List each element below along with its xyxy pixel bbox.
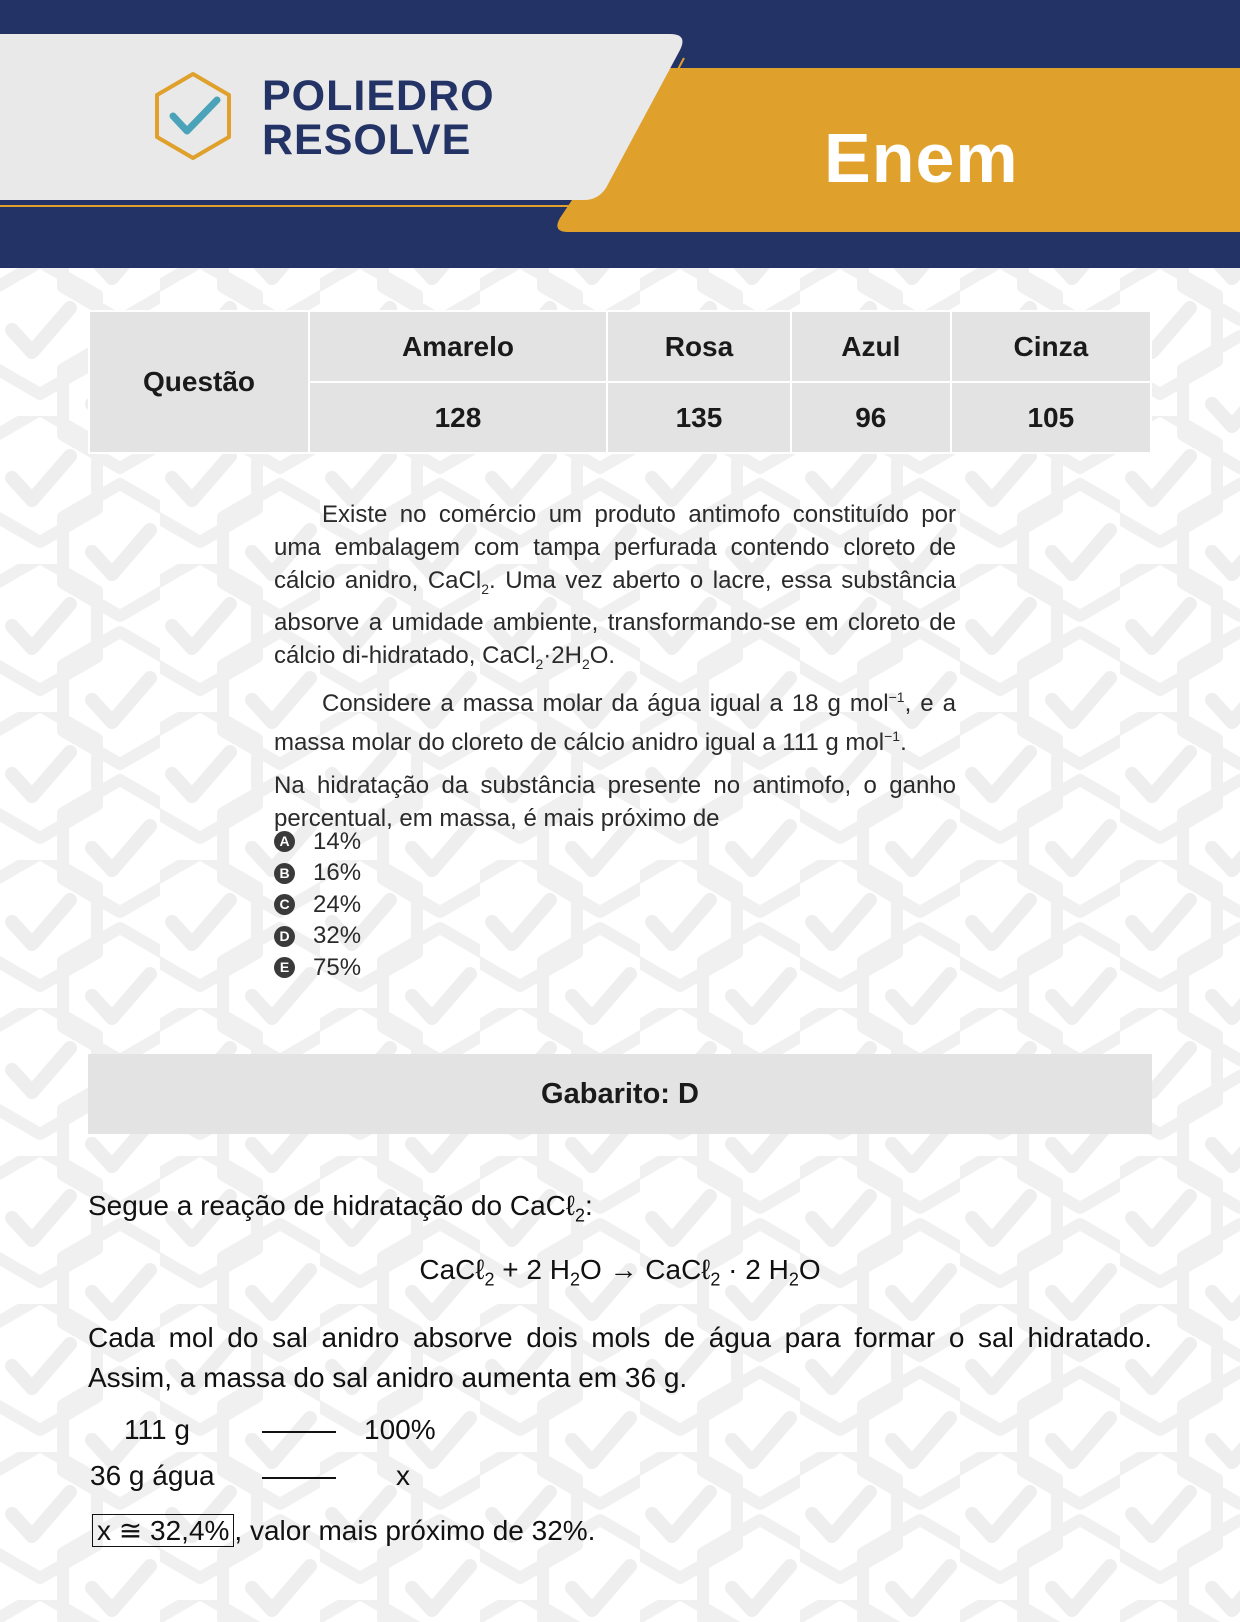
option-e xyxy=(274,952,361,984)
option-text: 14% xyxy=(313,827,362,855)
question-number-amarelo: 128 xyxy=(309,382,607,453)
subscript: 2 xyxy=(788,1269,799,1290)
exam-title: Enem xyxy=(824,119,1019,197)
option-a xyxy=(274,826,361,858)
reaction-equation xyxy=(0,1254,1240,1291)
solution-explanation: Cada mol do sal anidro absorve dois mols de água para formar o sal hidratado. Assim, a massa do sal anidro aumenta em 36 g. xyxy=(88,1322,1152,1393)
proportion-row1-right: 100% xyxy=(364,1414,436,1445)
text-segment: O → CaCℓ xyxy=(579,1254,711,1285)
subscript: 2 xyxy=(581,655,590,672)
header-banner xyxy=(0,0,1240,268)
question-number-cinza: 105 xyxy=(951,382,1151,453)
brand-logo-text xyxy=(262,74,495,162)
subscript: 2 xyxy=(535,655,544,672)
answer-key-banner: Gabarito: D xyxy=(88,1054,1152,1134)
proportion-dash xyxy=(262,1431,336,1433)
subscript: 2 xyxy=(710,1269,721,1290)
option-letter-badge: A xyxy=(274,831,295,852)
question-text xyxy=(274,498,956,835)
solution-intro xyxy=(88,1190,593,1227)
question-label: Questão xyxy=(89,311,309,453)
text-segment: O. xyxy=(589,641,616,669)
option-text: 16% xyxy=(313,859,362,887)
option-text: 32% xyxy=(313,922,362,950)
option-letter-badge: B xyxy=(274,863,295,884)
column-header-azul: Azul xyxy=(791,311,951,382)
column-header-cinza: Cinza xyxy=(951,311,1151,382)
text-segment: · 2 H xyxy=(720,1254,789,1285)
option-c xyxy=(274,889,361,921)
superscript: −1 xyxy=(884,727,901,744)
option-letter-badge: E xyxy=(274,957,295,978)
question-number-rosa: 135 xyxy=(607,382,791,453)
table-row xyxy=(89,311,1151,382)
subscript: 2 xyxy=(481,580,489,597)
text-segment: : xyxy=(584,1190,593,1221)
question-number-table xyxy=(88,310,1152,454)
option-text: 75% xyxy=(313,953,362,981)
text-segment: CaCℓ xyxy=(419,1254,485,1285)
proportion-row1-left: 111 g xyxy=(124,1414,190,1445)
option-d xyxy=(274,921,361,953)
text-segment: . xyxy=(900,728,907,756)
question-paragraph-1 xyxy=(274,498,956,681)
proportion-dash xyxy=(262,1477,336,1479)
question-prompt: Na hidratação da substância presente no antimofo, o ganho percentual, em massa, é mais próximo de xyxy=(274,771,956,832)
option-text: 24% xyxy=(313,890,362,918)
solution-result xyxy=(92,1514,595,1547)
brand-line-2: RESOLVE xyxy=(262,116,472,164)
text-segment: + 2 H xyxy=(494,1254,570,1285)
answer-options xyxy=(274,826,361,984)
subscript: 2 xyxy=(484,1269,495,1290)
question-paragraph-2 xyxy=(274,681,956,759)
proportion-row2-left: 36 g água xyxy=(90,1460,215,1491)
boxed-result: x ≅ 32,4% xyxy=(92,1514,234,1547)
result-text: , valor mais próximo de 32%. xyxy=(234,1515,596,1546)
column-header-amarelo: Amarelo xyxy=(309,311,607,382)
brand-line-1: POLIEDRO xyxy=(262,72,495,120)
option-b xyxy=(274,858,361,890)
text-segment: , e a massa molar do cloreto de cálcio anidro igual a 111 g mol xyxy=(274,689,957,756)
superscript: −1 xyxy=(888,688,905,705)
question-number-azul: 96 xyxy=(791,382,951,453)
subscript: 2 xyxy=(574,1205,585,1226)
text-segment: Considere a massa molar da água igual a 18 g mol xyxy=(322,689,889,717)
text-segment: Segue a reação de hidratação do CaCℓ xyxy=(88,1190,575,1221)
text-segment: ·2H xyxy=(543,641,582,669)
text-segment: O xyxy=(798,1254,821,1285)
proportion-row2-right: x xyxy=(396,1460,410,1491)
column-header-rosa: Rosa xyxy=(607,311,791,382)
subscript: 2 xyxy=(569,1269,580,1290)
option-letter-badge: C xyxy=(274,894,295,915)
option-letter-badge: D xyxy=(274,926,295,947)
text-segment: . Uma vez aberto o lacre, essa substância absorve a umidade ambiente, transformando-se em cloreto de cálcio di-hidratado, CaCl xyxy=(274,567,957,669)
text-segment: Existe no comércio um produto antimofo constituído por uma embalagem com tampa perfurada contendo cloreto de cálcio anidro, CaCl xyxy=(274,501,956,594)
